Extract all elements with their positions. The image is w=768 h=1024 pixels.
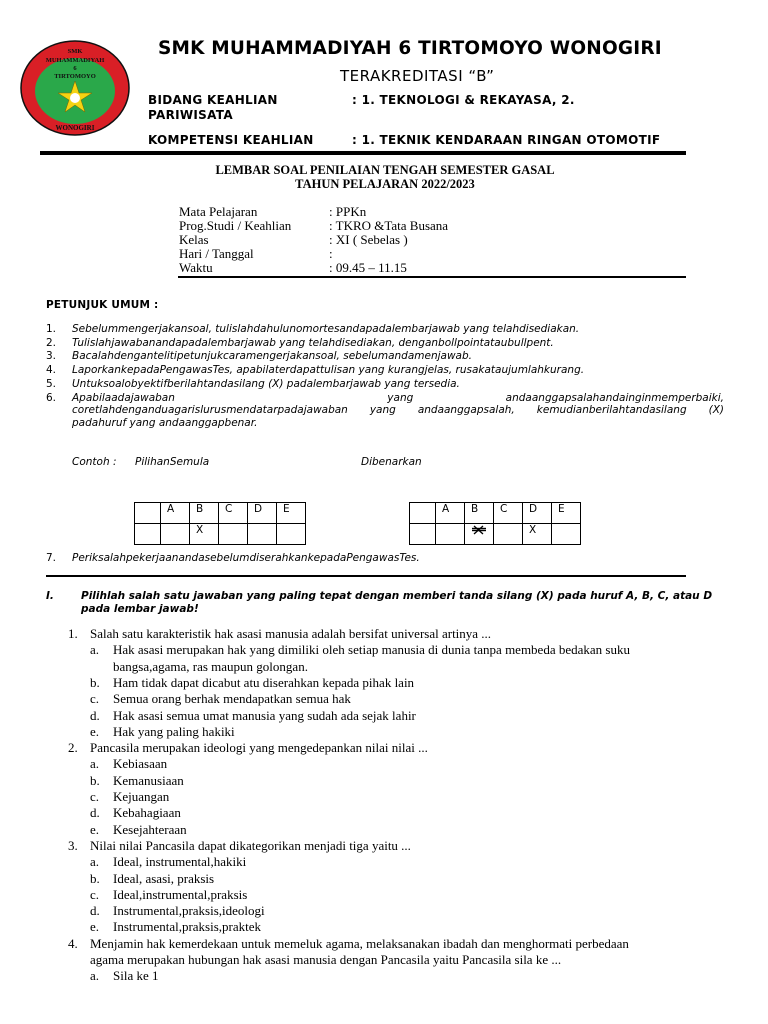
option-text: Kejuangan	[113, 789, 170, 804]
table-mark-cell	[248, 524, 277, 545]
option-text: Instrumental,praksis,ideologi	[113, 903, 265, 919]
info-value: : PPKn	[329, 204, 367, 219]
option-text: Hak yang paling hakiki	[113, 723, 235, 739]
table-header-cell: A	[436, 503, 465, 524]
info-divider	[178, 276, 686, 278]
info-value: : XI ( Sebelas )	[329, 232, 408, 247]
exam-info	[179, 205, 448, 275]
example-corrected-label: Dibenarkan	[361, 456, 422, 468]
info-row	[179, 247, 448, 261]
logo-text-4: TIRTOMOYO	[54, 73, 96, 80]
question-number: 2.	[68, 740, 78, 756]
instruction-num: 1.	[46, 323, 57, 335]
section-number: I.	[46, 590, 54, 602]
table-mark-cell	[277, 524, 306, 545]
crossed-out-x-icon	[471, 524, 487, 536]
table-mark-cell	[219, 524, 248, 545]
kompetensi-value: : 1. TEKNIK KENDARAAN RINGAN OTOMOTIF	[352, 133, 661, 147]
instruction-text: LaporkankepadaPengawasTes, apabilaterdapattulisan yang kurangjelas, rusakataujumlahkurang.	[72, 364, 585, 377]
option-letter: b.	[90, 870, 100, 886]
logo-text-2: MUHAMMADIYAH	[45, 57, 105, 64]
info-row	[179, 205, 448, 219]
instruction-item	[46, 552, 420, 564]
info-value: : 09.45 – 11.15	[329, 260, 407, 275]
instruction-text: Bacalahdengantelitipetunjukcaramengerjakansoal, sebelumandamenjawab.	[72, 350, 472, 363]
instruction-line: padahuruf yang andaanggapbenar.	[72, 416, 258, 429]
table-cell	[410, 503, 436, 524]
instruction-num: 3.	[46, 350, 57, 363]
option-text: Hak asasi merupakan hak yang dimiliki oleh setiap manusia di dunia tanpa membeda bedakan suku	[113, 642, 630, 658]
instruction-text	[72, 392, 724, 430]
question-stem: Pancasila merupakan ideologi yang mengedepankan nilai nilai ...	[90, 740, 428, 756]
info-row	[179, 233, 448, 247]
table-mark-cell: X	[190, 524, 219, 545]
option-letter: e.	[90, 821, 100, 837]
instruction-text: Untuksoalobyektifberilahtandasilang (X) padalembarjawab yang tersedia.	[72, 377, 460, 390]
table-header-cell: B	[190, 503, 219, 524]
instruction-num: 7.	[46, 552, 57, 564]
option-letter: d.	[90, 903, 100, 919]
option-text: Ideal,instrumental,praksis	[113, 886, 248, 902]
option-letter: c.	[90, 691, 100, 707]
logo-text-3: 6	[73, 65, 77, 72]
table-row	[135, 503, 306, 524]
instruction-num: 5.	[46, 377, 57, 390]
question-stem: Nilai nilai Pancasila dapat dikategorikan menjadi tiga yaitu ...	[90, 837, 411, 853]
option-text: Ideal, instrumental,hakiki	[113, 854, 247, 870]
question-number: 3.	[68, 837, 78, 853]
option-letter: a.	[90, 968, 100, 984]
option-text: Kemanusiaan	[113, 772, 184, 788]
instruction-word: yang	[387, 391, 414, 404]
table-header-cell: E	[552, 503, 581, 524]
option-text: Kebiasaan	[113, 756, 168, 772]
instruction-word: yang	[369, 404, 396, 416]
instruction-text: Sebelummengerjakansoal, tulislahdahulunomortesandapadalembarjawab yang telahdisediakan.	[72, 323, 580, 335]
table-cell	[135, 503, 161, 524]
bidang-label-line1: BIDANG KEAHLIAN	[148, 93, 278, 107]
info-row	[179, 219, 448, 233]
option-letter: b.	[90, 674, 100, 690]
table-mark-cell	[161, 524, 190, 545]
table-mark-cell: X	[523, 524, 552, 545]
table-mark-cell	[465, 524, 494, 545]
instruction-text: Tulislahjawabanandapadalembarjawab yang telahdisediakan, denganbollpointataubullpent.	[72, 336, 554, 349]
exam-title	[180, 163, 590, 191]
table-row	[410, 524, 581, 545]
option-text: bangsa,agama, ras maupun golongan.	[113, 658, 308, 674]
instruction-word: Apabilaadajawaban	[72, 391, 175, 404]
table-header-cell: D	[523, 503, 552, 524]
option-letter: a.	[90, 642, 100, 658]
info-label: Waktu	[179, 260, 213, 275]
option-letter: c.	[90, 789, 100, 804]
question-number: 1.	[68, 626, 78, 641]
question-stem: Salah satu karakteristik hak asasi manusia adalah bersifat universal artinya ...	[90, 626, 492, 641]
option-letter: e.	[90, 919, 100, 935]
question-number: 4.	[68, 935, 78, 951]
exam-title-line2: TAHUN PELAJARAN 2022/2023	[295, 177, 475, 191]
instruction-num: 6.	[46, 391, 57, 404]
instruction-num: 2.	[46, 336, 57, 349]
table-header-cell: A	[161, 503, 190, 524]
instruction-word: (X)	[708, 404, 724, 416]
option-letter: b.	[90, 772, 100, 788]
option-text: Instrumental,praksis,praktek	[113, 919, 262, 935]
school-name: SMK MUHAMMADIYAH 6 TIRTOMOYO WONOGIRI	[158, 38, 662, 59]
table-cell	[135, 524, 161, 545]
info-row	[179, 261, 448, 275]
info-label: Mata Pelajaran	[179, 204, 258, 219]
table-row	[135, 524, 306, 545]
example-corrected-table	[409, 502, 581, 545]
table-row	[410, 503, 581, 524]
option-text: Ideal, asasi, praksis	[113, 870, 215, 886]
example-original-label: PilihanSemula	[135, 456, 210, 468]
table-header-cell: C	[219, 503, 248, 524]
option-text: Hak asasi semua umat manusia yang sudah ada sejak lahir	[113, 707, 416, 723]
example-original-table	[134, 502, 306, 545]
instruction-num: 4.	[46, 364, 57, 377]
option-letter: e.	[90, 723, 100, 739]
info-label: Prog.Studi / Keahlian	[179, 218, 292, 233]
instruction-text: PeriksalahpekerjaanandasebelumdiserahkankepadaPengawasTes.	[72, 552, 420, 564]
question-stem: Menjamin hak kemerdekaan untuk memeluk agama, melaksanakan ibadah dan menghormati perbedaan	[90, 935, 629, 951]
option-letter: a.	[90, 756, 100, 772]
option-text: Kebahagiaan	[113, 805, 181, 821]
info-label: Kelas	[179, 232, 209, 247]
info-value: : TKRO &Tata Busana	[329, 218, 449, 233]
instruction-word: coretlahdenganduagarislurusmendatarpadajawaban	[72, 404, 348, 416]
instruction-word: kemudianberilahtandasilang	[536, 404, 687, 416]
kompetensi-label: KOMPETENSI KEAHLIAN	[148, 133, 314, 147]
table-header-cell: C	[494, 503, 523, 524]
bidang-label	[148, 93, 278, 123]
header-divider	[40, 151, 686, 155]
table-mark-cell	[552, 524, 581, 545]
option-text: Semua orang berhak mendapatkan semua hak	[113, 691, 351, 707]
table-mark-cell	[436, 524, 465, 545]
logo-text-1: SMK	[67, 48, 83, 55]
table-header-cell: D	[248, 503, 277, 524]
instruction-word: andaanggapsalahandainginmemperbaiki,	[505, 391, 724, 404]
exam-title-line1: LEMBAR SOAL PENILAIAN TENGAH SEMESTER GASAL	[215, 163, 555, 177]
table-header-cell: E	[277, 503, 306, 524]
section-divider	[46, 575, 686, 577]
option-letter: c.	[90, 886, 100, 902]
option-letter: d.	[90, 805, 100, 821]
bidang-label-line2: PARIWISATA	[148, 108, 233, 122]
option-text: Kesejahteraan	[113, 821, 187, 837]
accreditation: TERAKREDITASI “B”	[340, 67, 495, 85]
option-letter: a.	[90, 854, 100, 870]
section-instruction: Pilihlah salah satu jawaban yang paling tepat dengan memberi tanda silang (X) pada huruf A, B, C, atau D pada lembar jawab!	[81, 590, 713, 615]
instruction-word: andaanggapsalah,	[417, 404, 515, 416]
instructions-title: PETUNJUK UMUM :	[46, 299, 159, 311]
question-stem: agama merupakan hubungan hak asasi manusia dengan Pancasila yaitu Pancasila sila ke ...	[90, 952, 562, 967]
instruction-line	[72, 404, 724, 417]
example-label: Contoh :	[72, 456, 117, 468]
bidang-value: : 1. TEKNOLOGI & REKAYASA, 2.	[352, 93, 575, 107]
logo-text-bottom: WONOGIRI	[55, 124, 95, 132]
school-logo	[20, 40, 130, 136]
table-header-cell: B	[465, 503, 494, 524]
option-letter: d.	[90, 707, 100, 723]
info-value: :	[329, 246, 333, 261]
info-label: Hari / Tanggal	[179, 246, 254, 261]
table-mark-cell	[494, 524, 523, 545]
instruction-line	[72, 392, 724, 405]
option-text: Ham tidak dapat dicabut atu diserahkan kepada pihak lain	[113, 674, 415, 690]
table-cell	[410, 524, 436, 545]
option-text: Sila ke 1	[113, 968, 159, 984]
